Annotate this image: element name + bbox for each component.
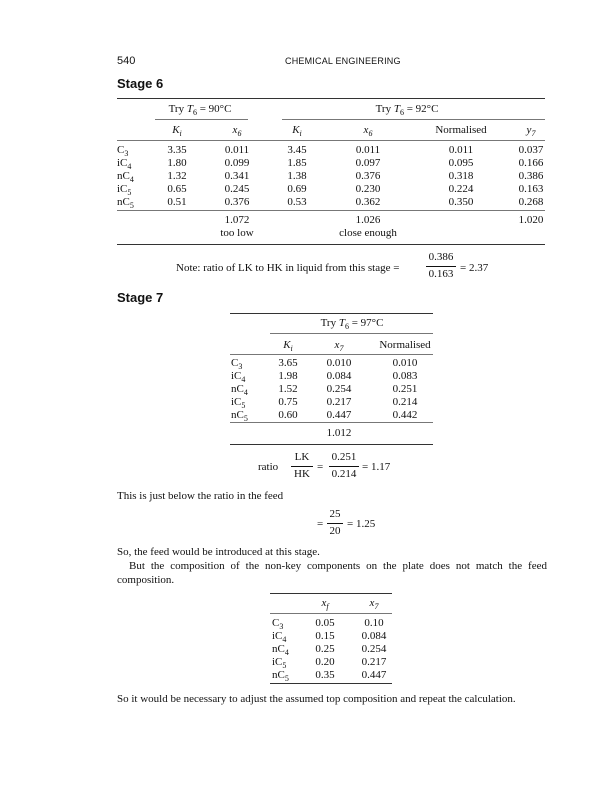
table7-x: 0.254 xyxy=(326,383,352,395)
note-result: = 2.37 xyxy=(460,262,489,274)
table7-component: $nC_4$ xyxy=(231,383,248,398)
comp-x7: 0.217 xyxy=(361,656,387,668)
ratio-sym-bar xyxy=(291,466,313,467)
feed-result: = 1.25 xyxy=(347,518,376,530)
table6-sum2-note: close enough xyxy=(339,227,397,239)
table7-header-x: $x_7$ xyxy=(334,339,344,354)
table7-x: 0.084 xyxy=(326,370,352,382)
table7-k: 0.75 xyxy=(278,396,298,408)
table6-component: $iC_4$ xyxy=(117,157,132,172)
table6-component: $nC_4$ xyxy=(117,170,134,185)
comp-header-rule xyxy=(270,613,392,614)
text-composition-mismatch: But the composition of the non-key components on the plate does not match the feed composition. xyxy=(117,560,547,586)
table6-y7: 0.166 xyxy=(518,157,544,169)
table7-normalised: 0.251 xyxy=(392,383,418,395)
table7-normalised: 0.010 xyxy=(392,357,418,369)
table6-normalised: 0.224 xyxy=(448,183,474,195)
comp-component: $iC_5$ xyxy=(272,656,287,671)
comp-x7: 0.254 xyxy=(361,643,387,655)
ratio-lk: LK xyxy=(294,451,310,463)
comp-header-xf: $x_f$ xyxy=(321,597,329,612)
stage6-note: Note: ratio of LK to HK in liquid from this stage = xyxy=(176,262,400,274)
ratio-result: = 1.17 xyxy=(362,461,391,473)
table6-top-rule xyxy=(117,98,545,99)
running-title: CHEMICAL ENGINEERING xyxy=(285,56,401,66)
table6-x2: 0.097 xyxy=(355,157,381,169)
comp-table-top-rule xyxy=(270,593,392,594)
note-fraction-numerator: 0.386 xyxy=(428,251,454,263)
table6-try1-label: Try $T_6 = 90^\circ C$ xyxy=(168,103,232,118)
table7-x: 0.447 xyxy=(326,409,352,421)
table6-sum1-note: too low xyxy=(220,227,254,239)
table6-y7: 0.163 xyxy=(518,183,544,195)
table6-component: $C_3$ xyxy=(117,144,129,159)
table6-x2: 0.011 xyxy=(355,144,381,156)
comp-table-bottom-rule xyxy=(270,683,392,684)
table6-k1: 1.32 xyxy=(167,170,187,182)
feed-bar xyxy=(327,523,343,524)
table6-try2-rule xyxy=(282,119,545,120)
stage7-title: Stage 7 xyxy=(117,290,164,305)
table7-header-rule xyxy=(230,354,433,355)
note-fraction-denominator: 0.163 xyxy=(428,268,454,280)
text-below-ratio: This is just below the ratio in the feed xyxy=(117,490,284,502)
table7-try-rule xyxy=(270,333,433,334)
table7-k: 0.60 xyxy=(278,409,298,421)
comp-component: $nC_5$ xyxy=(272,669,289,684)
table6-normalised: 0.318 xyxy=(448,170,474,182)
table6-x2: 0.376 xyxy=(355,170,381,182)
table6-x1: 0.341 xyxy=(224,170,250,182)
table6-header-x1: $x_6$ xyxy=(232,124,242,139)
ratio-label: ratio xyxy=(258,461,279,473)
ratio-equals: = xyxy=(317,461,324,473)
page-number: 540 xyxy=(117,55,136,67)
table7-sum: 1.012 xyxy=(326,427,352,439)
note-fraction-bar xyxy=(426,266,456,267)
feed-equals: = xyxy=(317,518,324,530)
table6-header-k2: $K_i$ xyxy=(292,124,302,139)
ratio-value-bar xyxy=(329,466,359,467)
table6-x1: 0.376 xyxy=(224,196,250,208)
table6-sum-y: 1.020 xyxy=(518,214,544,226)
table6-normalised: 0.011 xyxy=(448,144,474,156)
comp-x7: 0.084 xyxy=(361,630,387,642)
text-feed-introduced: So, the feed would be introduced at this stage. xyxy=(117,546,320,558)
table6-sum1: 1.072 xyxy=(224,214,250,226)
table6-x2: 0.362 xyxy=(355,196,381,208)
table6-x1: 0.011 xyxy=(224,144,250,156)
comp-component: $C_3$ xyxy=(272,617,284,632)
table6-header-rule xyxy=(117,140,545,141)
comp-x7: 0.10 xyxy=(364,617,384,629)
ratio-num-value: 0.251 xyxy=(331,451,357,463)
table6-k1: 1.80 xyxy=(167,157,187,169)
table7-top-rule xyxy=(230,313,433,314)
table6-k2: 1.85 xyxy=(287,157,307,169)
table7-bottom-rule xyxy=(230,444,433,445)
comp-component: $nC_4$ xyxy=(272,643,289,658)
table6-component: $nC_5$ xyxy=(117,196,134,211)
table6-k2: 3.45 xyxy=(287,144,307,156)
table6-k1: 0.51 xyxy=(167,196,187,208)
stage6-title: Stage 6 xyxy=(117,76,164,91)
table6-x2: 0.230 xyxy=(355,183,381,195)
comp-x7: 0.447 xyxy=(361,669,387,681)
table6-y7: 0.037 xyxy=(518,144,544,156)
feed-num: 25 xyxy=(329,508,341,520)
ratio-den-value: 0.214 xyxy=(331,468,357,480)
table6-try2-label: Try $T_6 = 92^\circ C$ xyxy=(375,103,439,118)
table7-k: 1.52 xyxy=(278,383,298,395)
table7-component: $iC_4$ xyxy=(231,370,246,385)
table6-header-x2: $x_6$ xyxy=(363,124,373,139)
comp-xf: 0.15 xyxy=(315,630,335,642)
feed-den: 20 xyxy=(329,525,341,537)
table6-y7: 0.386 xyxy=(518,170,544,182)
comp-xf: 0.05 xyxy=(315,617,335,629)
table6-x1: 0.245 xyxy=(224,183,250,195)
table7-component: $iC_5$ xyxy=(231,396,246,411)
table7-try-label: Try $T_6 = 97^\circ C$ xyxy=(320,317,384,332)
table6-normalised: 0.095 xyxy=(448,157,474,169)
table7-header-normalised: Normalised xyxy=(379,339,431,351)
table6-k2: 1.38 xyxy=(287,170,307,182)
comp-xf: 0.20 xyxy=(315,656,335,668)
table7-normalised: 0.442 xyxy=(392,409,418,421)
table6-k1: 3.35 xyxy=(167,144,187,156)
table6-x1: 0.099 xyxy=(224,157,250,169)
table7-k: 3.65 xyxy=(278,357,298,369)
comp-header-x7: $x_7$ xyxy=(369,597,379,612)
table6-k2: 0.69 xyxy=(287,183,307,195)
table6-y7: 0.268 xyxy=(518,196,544,208)
table6-component: $iC_5$ xyxy=(117,183,132,198)
table6-k2: 0.53 xyxy=(287,196,307,208)
comp-xf: 0.25 xyxy=(315,643,335,655)
table6-sum2: 1.026 xyxy=(355,214,381,226)
table6-k1: 0.65 xyxy=(167,183,187,195)
table7-normalised: 0.214 xyxy=(392,396,418,408)
table7-component: $nC_5$ xyxy=(231,409,248,424)
table7-x: 0.217 xyxy=(326,396,352,408)
table6-header-normalised: Normalised xyxy=(435,124,487,136)
table7-sum-rule xyxy=(230,422,433,423)
table6-try1-rule xyxy=(155,119,248,120)
table7-normalised: 0.083 xyxy=(392,370,418,382)
table6-header-k1: $K_i$ xyxy=(172,124,182,139)
table6-sum-rule xyxy=(117,210,545,211)
table7-x: 0.010 xyxy=(326,357,352,369)
comp-xf: 0.35 xyxy=(315,669,335,681)
table6-bottom-rule xyxy=(117,244,545,245)
table7-component: $C_3$ xyxy=(231,357,243,372)
comp-component: $iC_4$ xyxy=(272,630,287,645)
ratio-hk: HK xyxy=(294,468,310,480)
text-adjust-composition: So it would be necessary to adjust the assumed top composition and repeat the calculation. xyxy=(117,693,516,705)
table7-header-k: $K_i$ xyxy=(283,339,293,354)
table7-k: 1.98 xyxy=(278,370,298,382)
table6-header-y7: $y_7$ xyxy=(526,124,536,139)
table6-normalised: 0.350 xyxy=(448,196,474,208)
